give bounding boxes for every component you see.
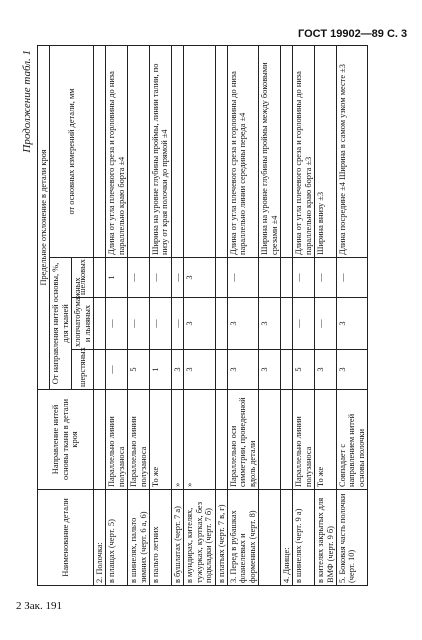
cell-cotton: 3: [336, 298, 367, 350]
col-silk-header: шелковых: [72, 258, 94, 298]
table-row: [215, 45, 227, 585]
cell-wool: 3: [259, 350, 281, 390]
cell-cotton: —: [293, 298, 315, 350]
cell-ref: Длина от угла плечевого среза и горловины до низа параллельно краю борта ±4: [106, 45, 128, 257]
table-row: [184, 45, 215, 585]
cell-name: в бушлатах (черт. 7 а): [171, 490, 183, 586]
table-row: [150, 45, 172, 585]
cell-silk: [280, 258, 292, 298]
col-warp-header: От направления нитей основы, %, для тканей: [50, 258, 72, 390]
cell-silk: [259, 258, 281, 298]
cell-silk: —: [293, 258, 315, 298]
cell-cotton: [215, 298, 227, 350]
cell-silk: —: [150, 258, 172, 298]
table-continuation-label: Продолжение табл. 1: [21, 50, 33, 153]
col-wool-header: шерстяных: [72, 350, 94, 390]
cell-cotton: 3: [227, 298, 258, 350]
cell-wool: 5: [293, 350, 315, 390]
cell-direction: Параллельно линии полузаноса: [106, 390, 128, 490]
cell-ref: Ширина на уровне глубины проймы между боковыми срезами ±4: [259, 45, 281, 257]
table-row: [106, 45, 128, 585]
cell-cotton: —: [150, 298, 172, 350]
col-ref-header: от основных измерений детали, мм: [50, 45, 94, 257]
cell-name: в мундирах, кителях, тужурках, куртках, без подкладки (черт. 7 б): [184, 490, 215, 586]
cell-cotton: [280, 298, 292, 350]
page-footer: 2 Зак. 191: [16, 600, 62, 612]
cell-ref: Длина от угла плечевого среза и горловины до низа параллельно краю борта ±3: [293, 45, 315, 257]
table-row: [293, 45, 315, 585]
table-row: [280, 45, 292, 585]
cell-cotton: —: [106, 298, 128, 350]
cell-cotton: 3: [259, 298, 281, 350]
cell-name: в шинелях (черт. 9 а): [293, 490, 315, 586]
cell-silk: —: [315, 258, 337, 298]
table-row: [336, 45, 367, 585]
cell-ref: [94, 45, 106, 257]
cell-silk: 1: [106, 258, 128, 298]
table-body: [94, 45, 368, 585]
cell-silk: —: [227, 258, 258, 298]
cell-silk: 3: [184, 258, 215, 298]
cell-name: в плащах (черт. 5): [106, 490, 128, 586]
table-row: [259, 45, 281, 585]
cell-name: в кителях закрытых для ВМФ (черт. 9 б): [315, 490, 337, 586]
cell-direction: То же: [315, 390, 337, 490]
cell-direction: [215, 390, 227, 490]
cell-ref: [184, 45, 215, 257]
table-row: [315, 45, 337, 585]
cell-direction: »: [184, 390, 215, 490]
cell-ref: [128, 45, 150, 257]
cell-ref: [280, 45, 292, 257]
cell-silk: —: [336, 258, 367, 298]
col-allowed-header: Предельное отклонение в детали кроя: [38, 45, 50, 389]
cell-silk: [215, 258, 227, 298]
cell-wool: [94, 350, 106, 390]
cell-direction: »: [171, 390, 183, 490]
cell-ref: Ширина на уровне глубины проймы, линии талии, по низу от края полочки до прямой ±4: [150, 45, 172, 257]
cell-name: 3. Перед в рубашках фланелевых и форменных (черт. 8): [227, 490, 258, 586]
cell-cotton: —: [315, 298, 337, 350]
col-direction-header: Направление нитей основы ткани в детали кроя: [38, 390, 94, 490]
cell-direction: То же: [150, 390, 172, 490]
table-row: [94, 45, 106, 585]
cell-direction: [280, 390, 292, 490]
cell-name: в платьях (черт. 7 в, г): [215, 490, 227, 586]
page-header: ГОСТ 19902—89 С. 3: [298, 28, 408, 40]
cell-ref: Длина от угла плечевого среза и горловины до низа параллельно линии середины переда ±4: [227, 45, 258, 257]
table-row: [128, 45, 150, 585]
cell-ref: Длина посредине ±4 Ширина в самом узком месте ±3: [336, 45, 367, 257]
cell-wool: 3: [227, 350, 258, 390]
col-name-header: Наименование детали: [38, 490, 94, 586]
rotated-table-area: [21, 46, 407, 586]
cell-cotton: —: [128, 298, 150, 350]
cell-wool: —: [106, 350, 128, 390]
cell-wool: 3: [171, 350, 183, 390]
cell-wool: 3: [315, 350, 337, 390]
cell-cotton: —: [171, 298, 183, 350]
cell-name: 4. Днище:: [280, 490, 292, 586]
cell-silk: —: [128, 258, 150, 298]
cell-name: 2. Полочка:: [94, 490, 106, 586]
cell-name: [259, 490, 281, 586]
norms-table: [37, 45, 368, 586]
cell-direction: [259, 390, 281, 490]
cell-direction: Параллельно линии полузаноса: [128, 390, 150, 490]
cell-ref: Ширина внизу ±3: [315, 45, 337, 257]
cell-wool: 3: [184, 350, 215, 390]
cell-cotton: [94, 298, 106, 350]
cell-wool: [280, 350, 292, 390]
cell-direction: Параллельно линии полузаноса: [293, 390, 315, 490]
cell-cotton: 3: [184, 298, 215, 350]
cell-silk: [94, 258, 106, 298]
cell-wool: 5: [128, 350, 150, 390]
cell-name: 5. Боковая часть полочки (черт. 10): [336, 490, 367, 586]
cell-ref: [215, 45, 227, 257]
table-row: [171, 45, 183, 585]
cell-direction: Параллельно оси симметрии, проведенной вдоль детали: [227, 390, 258, 490]
cell-silk: —: [171, 258, 183, 298]
cell-name: в шинелях, пальто зимних (черт. 6 а, 6): [128, 490, 150, 586]
cell-direction: Совпадает с направлением нитей основы полочки: [336, 390, 367, 490]
cell-name: в пальто летних: [150, 490, 172, 586]
cell-direction: [94, 390, 106, 490]
cell-wool: 3: [336, 350, 367, 390]
cell-wool: 1: [150, 350, 172, 390]
table-header-row-1: [38, 45, 50, 585]
cell-ref: [171, 45, 183, 257]
col-cotton-header: хлопчатобумажных и льняных: [72, 298, 94, 350]
cell-wool: [215, 350, 227, 390]
table-row: [227, 45, 258, 585]
